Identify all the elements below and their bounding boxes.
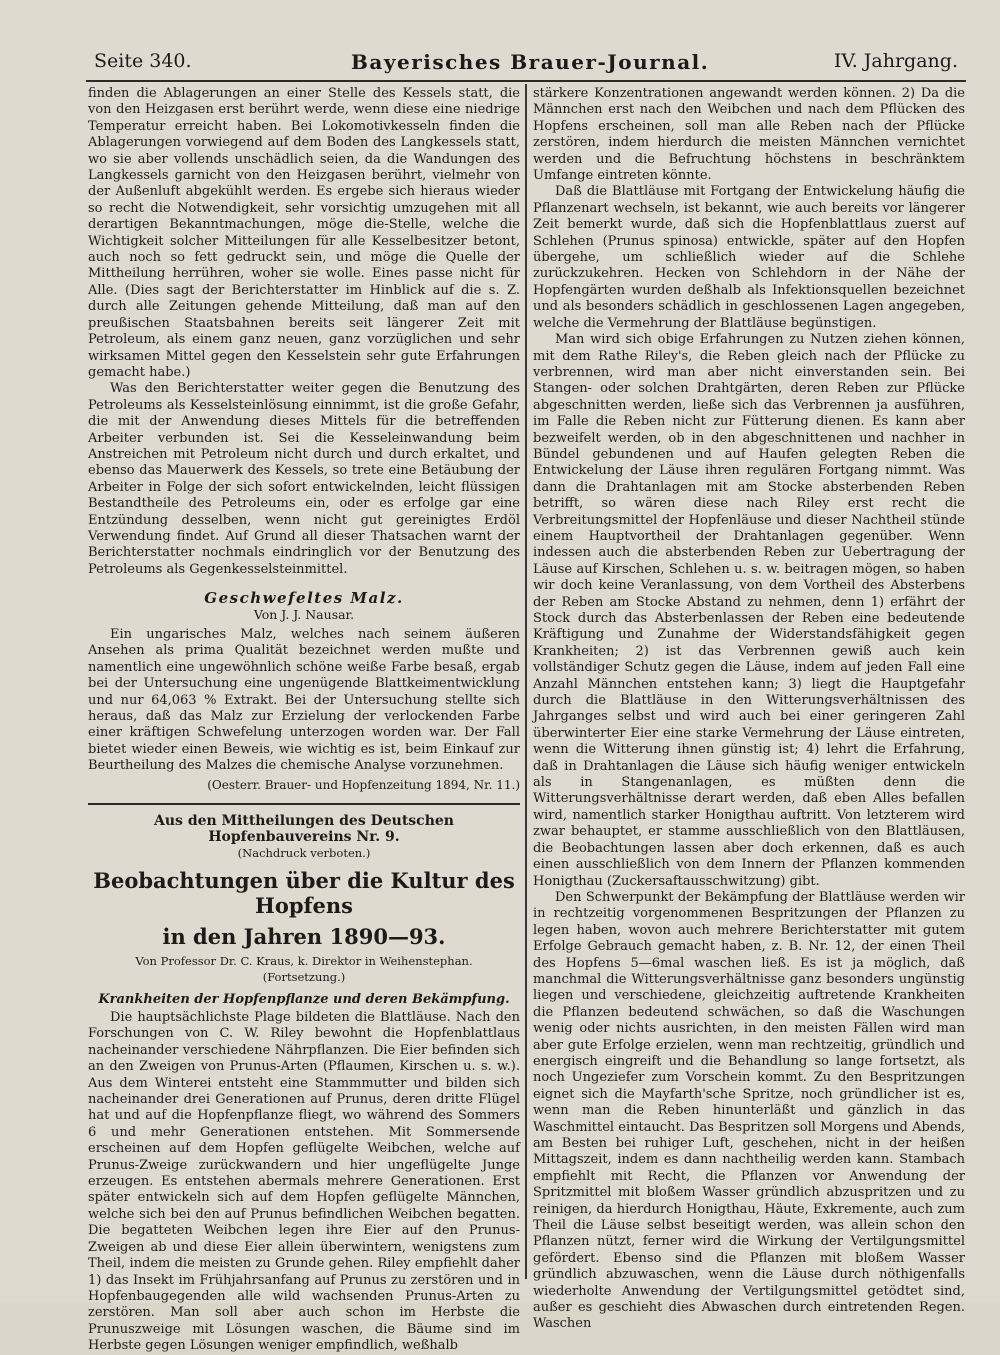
header-rule	[86, 80, 966, 82]
right-column	[533, 86, 965, 1333]
paragraph: Den Schwerpunkt der Bekämpfung der Blattläuse werden wir in rechtzeitig vorgenommenen Bespritzungen der Pflanzen zu legen haben, wovon auch mehrere Berichterstatter mit gutem Erfolge Gebrauch gemacht haben, z. B. Nr. 12, der einen Theil des Hopfens 5—6mal waschen ließ. Es ist ja möglich, daß manchmal die Witterungsverhältnisse ganz besonders ungünstig liegen und verschiedene, gleichzeitig auftretende Krankheiten die Pflanzen bedeutend schwächen, so daß die Waschungen wenig oder nichts ausrichten, in den meisten Fällen wird man aber gute Erfolge erzielen, wenn man rechtzeitig, gründlich und energisch eingreift und die Behandlung so lange fortsetzt, als noch Ungeziefer zum Vorschein kommt. Zu den Bespritzungen eignet sich die Mayfarth'sche Spritze, noch gründlicher ist es, wenn man die Reben hinunterläßt und gänzlich in das Waschmittel eintaucht. Das Bespritzen soll Morgens und Abends, am Besten bei ruhiger Luft, geschehen, nicht in der heißen Mittagszeit, indem es dann nachtheilig werden kann. Stambach empfiehlt mit Recht, die Pflanzen vor Anwendung der Spritzmittel mit bloßem Wasser gründlich abzuspritzen und zu reinigen, da hierdurch Honigthau, Häute, Exkremente, auch zum Theil die Läuse selbst beseitigt werden, was allein schon den Pflanzen nützt, ferner wird die Wirkung der Vertilgungsmittel gefördert. Ebenso sind die Pflanzen mit bloßem Wasser gründlich abzuwaschen, wenn die Läuse durch nöthigenfalls wiederholte Anwendung der Vertilgungsmittel getödtet sind, außer es geschieht dies Abwaschen durch eintretenden Regen. Waschen	[533, 889, 965, 1332]
page-number: Seite 340.	[94, 50, 192, 72]
left-column	[88, 86, 520, 1355]
column-divider	[525, 84, 527, 1279]
main-author: Von Professor Dr. C. Kraus, k. Direktor in Weihenstephan.	[135, 953, 473, 968]
article-separator	[88, 803, 520, 805]
volume-label: IV. Jahrgang.	[833, 50, 958, 72]
reprint-note: (Nachdruck verboten.)	[237, 846, 371, 861]
journal-title: Bayerisches Brauer-Journal.	[351, 50, 710, 74]
paragraph: Man wird sich obige Erfahrungen zu Nutzen ziehen können, mit dem Rathe Riley's, die Reben gleich nach der Pflücke zu verbrennen, wird man aber nicht einverstanden sein. Bei Stangen- oder solchen Drahtgärten, deren Reben zur Pflücke abgeschnitten werden, ließe sich das Verbrennen ja ausführen, im Falle die Reben nicht zur Fütterung dienen. Es kann aber bezweifelt werden, ob in den abgeschnittenen und nachher in Bündel gebundenen und auf Haufen gelegten Reben die Entwickelung der Läuse ihren regulären Fortgang nimmt. Was dann die Drahtanlagen mit am Stocke absterbenden Reben betrifft, so wären diese nach Riley erst recht die Verbreitungsmittel der Hopfenläuse und dieser Nachtheil stünde einem Hauptvortheil der Drahtanlagen gegenüber. Wenn indessen auch die absterbenden Reben zur Uebertragung der Läuse auf Kirschen, Schlehen u. s. w. beitragen mögen, so haben wir doch keine Veranlassung, von dem Vortheil des Absterbens der Reben am Stocke Abstand zu nehmen, denn 1) erfährt der Stock durch das Absterbenlassen der Reben eine bedeutende Kräftigung und Zunahme der Widerstandsfähigkeit gegen Krankheiten; 2) ist das Verbrennen gewiß auch kein vollständiger Schutz gegen die Läuse, indem auf jeden Fall eine Anzahl Männchen entstehen kann; 3) liegt die Hauptgefahr durch die Blattläuse in den Witterungsverhältnissen des Jahrganges selbst und wird auch bei einer geringeren Zahl überwinterter Eier eine starke Vermehrung der Läuse eintreten, wenn die Witterung ihnen günstig ist; 4) lehrt die Erfahrung, daß in Drahtanlagen die Läuse sich häufig weniger entwickeln als in Stangenanlagen, es müßten denn die Witterungsverhältnisse derart werden, daß eben Alles befallen wird, namentlich starker Honigthau auftritt. Von letzterem wird zwar behauptet, er stamme ausschließlich von den Blattläusen, die Beobachtungen lassen aber doch erkennen, daß es auch einen ausschließlich von dem Innern der Pflanzen kommenden Honigthau (Zuckersaftausschwitzung) gibt.	[533, 332, 965, 889]
section-header: Aus den Mittheilungen des Deutschen Hopfenbauvereins Nr. 9.	[154, 812, 454, 845]
paragraph: Was den Berichterstatter weiter gegen die Benutzung des Petroleums als Kesselsteinlösung einnimmt, ist die große Gefahr, die mit der Anwendung dieses Mittels für die betreffenden Arbeiter verbunden ist. Sei die Kesseleinwandung beim Anstreichen mit Petroleum nicht durch und durch erkaltet, und ebenso das Mauerwerk des Kessels, so trete eine Betäubung der Arbeiter in Folge der sich sofort entwickelnden, leicht flüssigen Bestandtheile des Petroleums ein, oder es erfolge gar eine Entzündung desselben, wenn nicht gut gereinigtes Erdöl Verwendung findet. Auf Grund all dieser Thatsachen warnt der Berichterstatter nochmals eindringlich vor der Benutzung des Petroleums als Gegenkesselsteinmittel.	[88, 381, 520, 577]
continuation-note: (Fortsetzung.)	[262, 970, 346, 985]
source-citation: (Oesterr. Brauer- und Hopfenzeitung 1894, Nr. 11.)	[207, 777, 520, 792]
section-title: Krankheiten der Hopfenpflanze und deren Bekämpfung.	[98, 991, 510, 1007]
paragraph: finden die Ablagerungen an einer Stelle des Kessels statt, die von den Heizgasen erst berührt werde, wenn diese eine niedrige Temperatur erreicht haben. Bei Lokomotivkesseln finden die Ablagerungen vorwiegend auf dem Boden des Langkessels statt, wo sie aber vollends unschädlich seien, da die Wandungen des Langkessels garnicht von den Heizgasen berührt, vielmehr von der Außenluft abgekühlt werden. Es ergebe sich hieraus wieder so recht die Notwendigkeit, sehr vorsichtig umzugehen mit all derartigen Bekanntmachungen, möge die-Stelle, welche die Wichtigkeit solcher Mitteilungen für alle Kesselbesitzer betont, auch noch so fett gedruckt sein, und möge die Quelle der Mittheilung herrühren, woher sie wolle. Eines passe nicht für Alle. (Dies sagt der Berichterstatter im Hinblick auf die s. Z. durch alle Zeitungen gehende Mitteilung, daß man auf den preußischen Staatsbahnen bereits seit längerer Zeit mit Petroleum, als einem ganz neuen, ganz vorzüglichen und sehr wirksamen Mittel gegen den Kesselstein sehr gute Erfahrungen gemacht habe.)	[88, 86, 520, 380]
article-title-malz: Geschwefeltes Malz.	[204, 589, 404, 608]
article-author-malz: Von J. J. Nausar.	[253, 606, 355, 622]
main-title-line-1: Beobachtungen über die Kultur des Hopfens	[93, 867, 515, 918]
main-title-line-2: in den Jahren 1890—93.	[162, 923, 446, 949]
paragraph: Daß die Blattläuse mit Fortgang der Entwickelung häufig die Pflanzenart wechseln, ist bekannt, wie auch bereits vor längerer Zeit bemerkt wurde, daß sich die Hopfenblattlaus zuerst auf Schlehen (Prunus spinosa) entwickle, später auf den Hopfen übergehe, um schließlich wieder auf die Schlehe zurückzukehren. Hecken von Schlehdorn in der Nähe der Hopfengärten wurden deßhalb als Infektionsquellen bezeichnet und als besonders schädlich in geschlossenen Lagen angegeben, welche die Vermehrung der Blattläuse begünstigen.	[533, 184, 965, 331]
paragraph: stärkere Konzentrationen angewandt werden können. 2) Da die Männchen erst nach den Weibchen und nach dem Pflücken des Hopfens erscheinen, soll man alle Reben nach der Pflücke zerstören, indem hierdurch die meisten Männchen vernichtet werden und die Befruchtung höchstens in beschränktem Umfange eintreten könnte.	[533, 86, 965, 184]
paragraph: Die hauptsächlichste Plage bildeten die Blattläuse. Nach den Forschungen von C. W. Riley bewohnt die Hopfenblattlaus nacheinander verschiedene Nährpflanzen. Die Eier befinden sich an den Zweigen von Prunus-Arten (Pflaumen, Kirschen u. s. w.). Aus dem Winterei entsteht eine Stammmutter und bilden sich nacheinander drei Generationen auf Prunus, deren dritte Flügel hat und auf die Hopfenpflanze fliegt, wo während des Sommers 6 und mehr Generationen entstehen. Mit Sommersende erscheinen auf dem Hopfen geflügelte Weibchen, welche auf Prunus-Zweige zurückwandern und hier ungeflügelte Junge erzeugen. Es entstehen abermals mehrere Generationen. Erst später entwickeln sich auf dem Hopfen geflügelte Männchen, welche sich bei den auf Prunus befindlichen Weibchen begatten. Die begatteten Weibchen legen ihre Eier auf den Prunus-Zweigen ab und diese Eier allein überwintern, wenigstens zum Theil, indem die meisten zu Grunde gehen. Riley empfiehlt daher 1) das Insekt im Frühjahrsanfang auf Prunus zu zerstören und in Hopfenbaugegenden alle wild wachsenden Prunus-Arten zu zerstören. Man soll aber auch schon im Herbste die Prunuszweige mit Lösungen waschen, die Bäume sind im Herbste gegen Lösungen weniger empfindlich, weßhalb	[88, 1010, 520, 1354]
page-header	[86, 50, 966, 76]
paragraph: Ein ungarisches Malz, welches nach seinem äußeren Ansehen als prima Qualität bezeichnet werden mußte und namentlich eine ungewöhnlich schöne weiße Farbe besaß, ergab bei der Untersuchung eine ungenügende Blattkeimentwicklung und nur 64,063 % Extrakt. Bei der Untersuchung stellte sich heraus, daß das Malz zur Erzielung der verlockenden Farbe einer kräftigen Schwefelung unterzogen worden war. Der Fall bietet wieder einen Beweis, wie wichtig es ist, beim Einkauf zur Beurtheilung des Malzes die chemische Analyse vorzunehmen.	[88, 627, 520, 774]
